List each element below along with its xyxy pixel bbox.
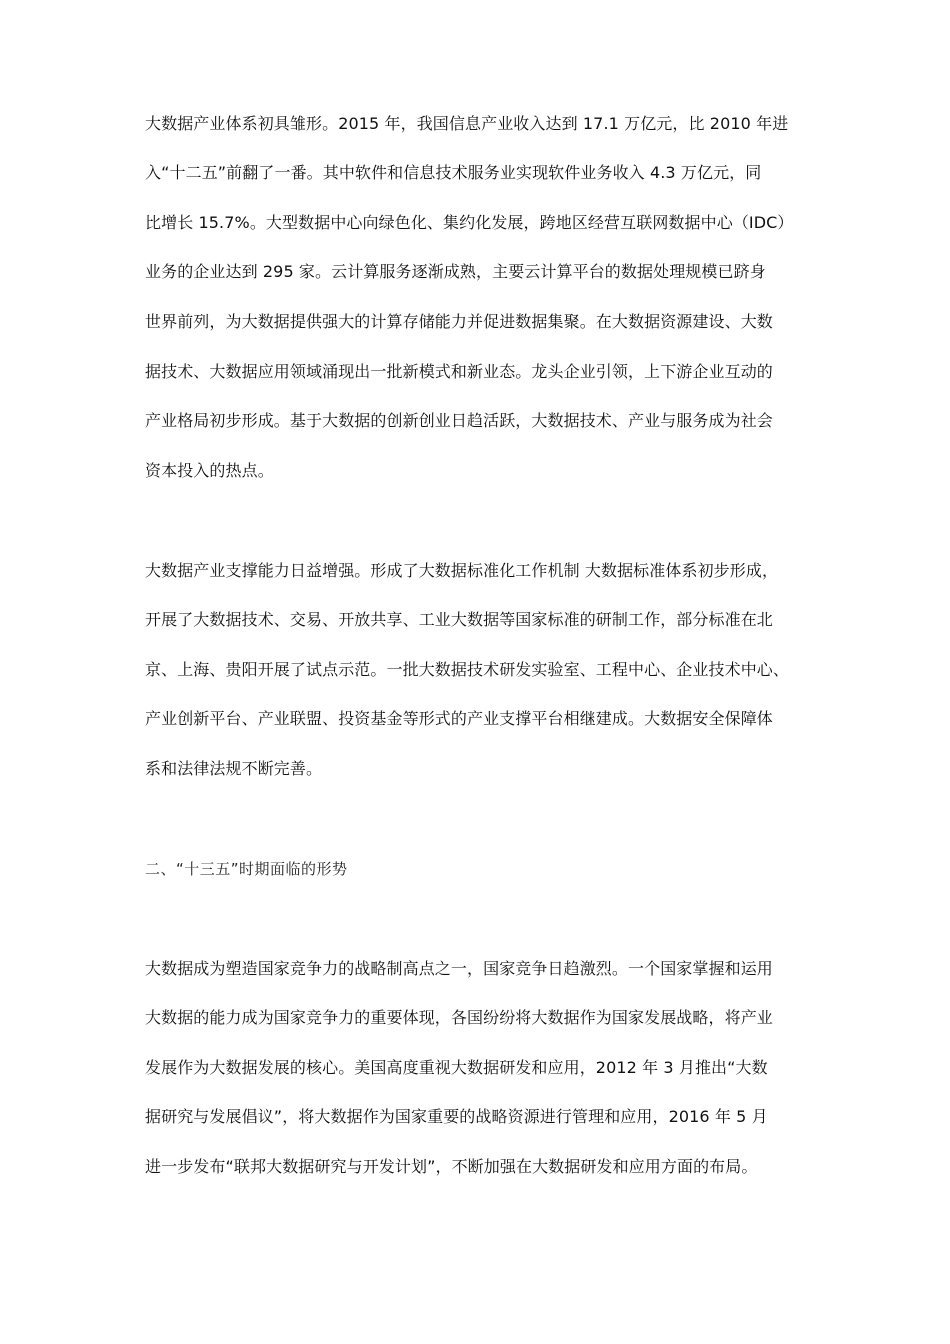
text-line: 发展作为大数据发展的核心。美国高度重视大数据研发和应用，2012 年 3 月推出“大数 [145, 1058, 768, 1077]
text-line: 据技术、大数据应用领域涌现出一批新模式和新业态。龙头企业引领，上下游企业互动的 [145, 362, 773, 381]
text-line: 产业创新平台、产业联盟、投资基金等形式的产业支撑平台相继建成。大数据安全保障体 [145, 709, 773, 728]
text-line: 产业格局初步形成。基于大数据的创新创业日趋活跃，大数据技术、产业与服务成为社会 [145, 411, 773, 430]
text-line: 据研究与发展倡议”，将大数据作为国家重要的战略资源进行管理和应用，2016 年 5 月 [145, 1107, 768, 1126]
text-line: 业务的企业达到 295 家。云计算服务逐渐成熟，主要云计算平台的数据处理规模已跻身 [145, 262, 766, 281]
text-line: 比增长 15.7%。大型数据中心向绿色化、集约化发展，跨地区经营互联网数据中心（IDC） [145, 213, 794, 232]
text-line: 大数据产业体系初具雏形。2015 年，我国信息产业收入达到 17.1 万亿元，比 2010 年进 [145, 114, 789, 133]
text-line: 开展了大数据技术、交易、开放共享、工业大数据等国家标准的研制工作，部分标准在北 [145, 610, 773, 629]
text-line: 京、上海、贵阳开展了试点示范。一批大数据技术研发实验室、工程中心、企业技术中心、 [145, 660, 790, 679]
text-line: 世界前列，为大数据提供强大的计算存储能力并促进数据集聚。在大数据资源建设、大数 [145, 312, 773, 331]
text-line: 大数据成为塑造国家竞争力的战略制高点之一，国家竞争日趋激烈。一个国家掌握和运用 [145, 959, 773, 978]
text-line: 大数据产业支撑能力日益增强。形成了大数据标准化工作机制 大数据标准体系初步形成， [145, 561, 779, 580]
text-line: 系和法律法规不断完善。 [145, 759, 323, 778]
text-line: 入“十二五”前翻了一番。其中软件和信息技术服务业实现软件业务收入 4.3 万亿元，同 [145, 163, 762, 182]
section-heading: 二、“十三五”时期面临的形势 [145, 860, 348, 878]
text-line: 资本投入的热点。 [145, 461, 274, 480]
text-line: 大数据的能力成为国家竞争力的重要体现，各国纷纷将大数据作为国家发展战略，将产业 [145, 1008, 773, 1027]
text-line: 进一步发布“联邦大数据研究与开发计划”，不断加强在大数据研发和应用方面的布局。 [145, 1157, 758, 1176]
